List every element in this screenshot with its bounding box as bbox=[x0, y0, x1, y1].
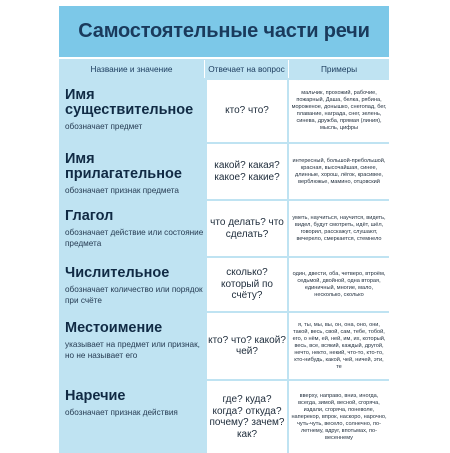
question-cell: сколько? который по счёту? bbox=[205, 258, 289, 311]
name-cell bbox=[59, 381, 205, 453]
meaning: обозначает действие или состояние предмета bbox=[65, 228, 204, 248]
question-cell: где? куда? когда? откуда? почему? зачем? как? bbox=[205, 381, 289, 453]
name-cell bbox=[59, 144, 205, 199]
page-title: Самостоятельные части речи bbox=[78, 20, 370, 42]
header-examples: Примеры bbox=[320, 64, 358, 74]
meaning: указывает на предмет или признак, но не называет его bbox=[65, 340, 200, 360]
table-row-adjective bbox=[59, 142, 389, 199]
name-cell bbox=[59, 80, 205, 142]
meaning: обозначает количество или порядок при счёте bbox=[65, 285, 203, 305]
table-body bbox=[59, 78, 389, 453]
examples-cell: вверху, направо, вниз, иногда, всегда, зимой, весной, сгоряча, издали, сгоряча, поневоле, наперекор, впрок, наскоро, нарочно, чуть-чуть, весело, солнечно, по-летнему, вдруг, впотьмах, по-весеннему bbox=[289, 381, 389, 453]
name-cell bbox=[59, 313, 205, 379]
title-bar bbox=[59, 6, 389, 59]
examples-cell: уметь, научиться, научится, видеть, видел, будут смотреть, идёт, шёл, говорил, расскажут, слушают, вечерело, смеркается, стемнело bbox=[289, 201, 389, 256]
question-cell: что делать? что сделать? bbox=[205, 201, 289, 256]
table-row-verb bbox=[59, 199, 389, 256]
examples-cell: мальчик, прохожий, рабочие, пожарный, Даша, белка, рябина, мороженое, донышко, снегопад, бег, плавание, награда, снег, зелень, синева, дружба, прямая (линия), мысль, цифры bbox=[289, 80, 389, 142]
term: Имя существительное bbox=[65, 87, 194, 118]
term: Наречие bbox=[65, 388, 126, 404]
examples-cell: один, двести, оба, четверо, втроём, седьмой, двойной, одна вторая, единичный, многие, мало, несколько, сколько bbox=[289, 258, 389, 311]
header-name: Название и значение bbox=[59, 60, 205, 78]
question-cell: какой? какая? какое? какие? bbox=[205, 144, 289, 199]
question-cell: кто? что? какой? чей? bbox=[205, 313, 289, 379]
term: Имя прилагательное bbox=[65, 151, 182, 182]
table-header bbox=[59, 60, 389, 78]
meaning: обозначает предмет bbox=[65, 122, 143, 131]
header-question: Отвечает на вопрос bbox=[205, 60, 289, 78]
name-cell bbox=[59, 201, 205, 256]
meaning: обозначает признак предмета bbox=[65, 186, 179, 195]
examples-cell: я, ты, мы, вы, он, она, оно, они, такой, весь, свой, сам, тебе, тобой, его, о нём, ей, ней, им, их, который, весь, все, всякий, каждый, другой, нечто, некто, некий, что-то, кто-то, кто-нибудь, какой, чей, ничей, эти, те bbox=[289, 313, 389, 379]
term: Глагол bbox=[65, 208, 114, 224]
name-cell bbox=[59, 258, 205, 311]
table-row-noun bbox=[59, 78, 389, 142]
meaning: обозначает признак действия bbox=[65, 408, 178, 417]
table-row-numeral bbox=[59, 256, 389, 311]
term: Местоимение bbox=[65, 320, 163, 336]
poster bbox=[59, 6, 389, 446]
examples-cell: интересный, большой-пребольшой, красная, высочайшая, синее, длинные, хорош, лёгок, красивее, верблюжье, мамино, отцовский bbox=[289, 144, 389, 199]
table-row-pronoun bbox=[59, 311, 389, 379]
table-row-adverb bbox=[59, 379, 389, 453]
term: Числительное bbox=[65, 265, 170, 281]
question-cell: кто? что? bbox=[205, 80, 289, 142]
